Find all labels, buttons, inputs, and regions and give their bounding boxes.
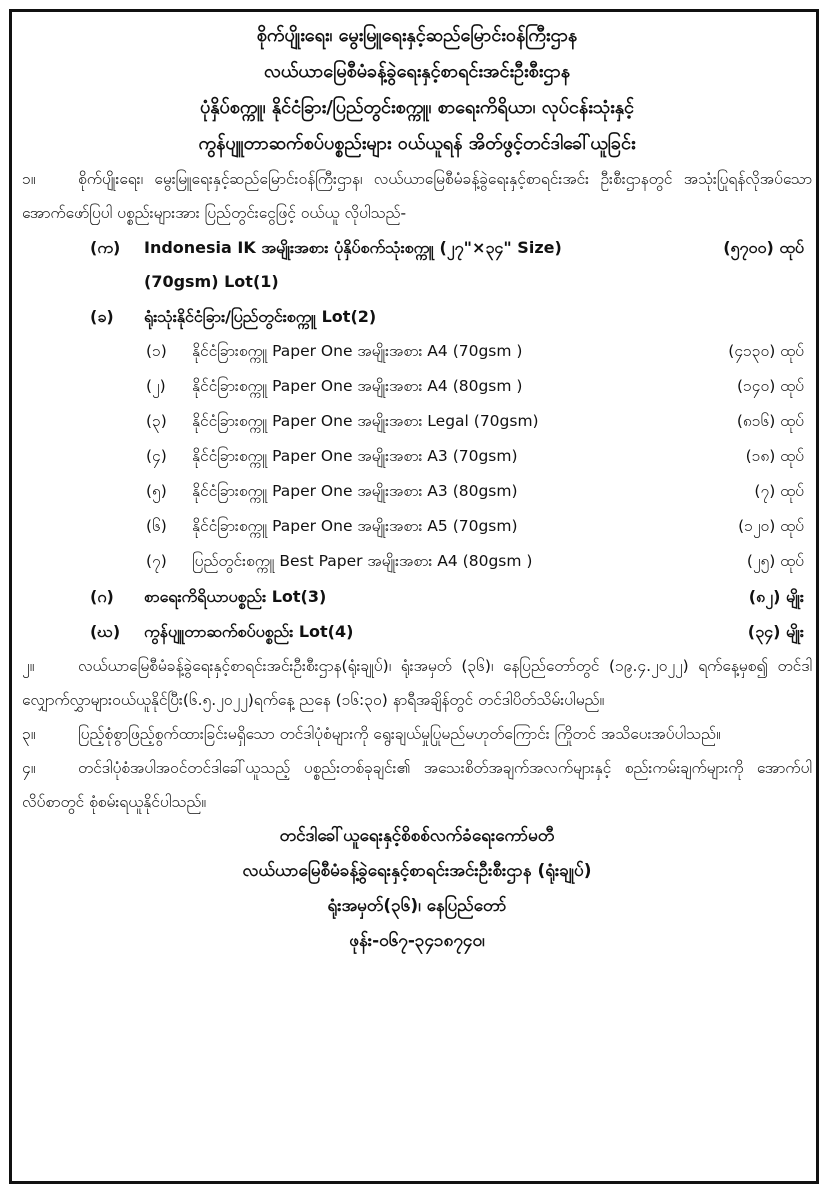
lot-b-label: (ခ) — [90, 307, 114, 326]
paragraph-2-text: လယ်ယာမြေစီမံခန့်ခွဲရေးနှင့်စာရင်းအင်းဦးစီးဌာန(ရုံးချုပ်)၊ ရုံးအမှတ် (၃၆)၊ နေပြည်တော်တွင် (၁၉.၄.၂၀၂၂) ရက်နေ့မှစ၍ တင်ဒါလျှောက်လွှာများဝယ်ယူနိုင်ပြီး(၆.၅.၂၀၂၂)ရက်နေ့ ညနေ (၁၆:၃၀) နာရီအချိန်တွင် တင်ဒါပိတ်သိမ်းပါမည်။ — [22, 657, 812, 709]
item-number: (၆) — [146, 517, 167, 535]
lot-c-label: (ဂ) — [90, 587, 114, 606]
list-item — [22, 544, 812, 579]
lot-d — [22, 614, 812, 649]
notice-footer — [22, 819, 812, 959]
lot-b-text: ရုံးသုံးနိုင်ငံခြား/ပြည်တွင်းစက္ကူ Lot(2) — [144, 307, 377, 326]
lot-c-text: စာရေးကိရိယာပစ္စည်း Lot(3) — [144, 587, 327, 606]
item-text: နိုင်ငံခြားစက္ကူ Paper One အမျိုးအစား A5 (70gsm) — [192, 517, 518, 535]
header-ministry: စိုက်ပျိုးရေး၊ မွေးမြူရေးနှင့်ဆည်မြောင်းဝန်ကြီးဌာန — [256, 25, 578, 46]
footer-department: လယ်ယာမြေစီမံခန့်ခွဲရေးနှင့်စာရင်းအင်းဦးစီးဌာန (ရုံးချုပ်) — [242, 861, 592, 881]
item-text: နိုင်ငံခြားစက္ကူ Paper One အမျိုးအစား Legal (70gsm) — [192, 412, 539, 430]
item-qty: (၁၂၀) ထုပ် — [738, 517, 804, 535]
paragraph-1 — [22, 162, 812, 230]
footer-phone: ဖုန်း-၀၆၇-၃၄၁၈၇၄၀၊ — [349, 931, 485, 951]
paragraph-3-text: ပြည့်စုံစွာဖြည့်စွက်ထားခြင်းမရှိသော တင်ဒါပုံစံများကို ရွေးချယ်မှုပြုမည်မဟုတ်ကြောင်း ကြိုတင် အသိပေးအပ်ပါသည်။ — [78, 725, 721, 743]
list-item — [22, 334, 812, 369]
item-text: နိုင်ငံခြားစက္ကူ Paper One အမျိုးအစား A4 (70gsm ) — [192, 342, 523, 360]
paragraph-2-number: ၂။ — [22, 657, 35, 675]
paragraph-3-number: ၃။ — [22, 725, 36, 743]
item-qty: (၄၁၃၀) ထုပ် — [728, 342, 804, 360]
header-subject-2: ကွန်ပျူတာဆက်စပ်ပစ္စည်းများ ဝယ်ယူရန် အိတ်ဖွင့်တင်ဒါခေါ်ယူခြင်း — [198, 133, 636, 154]
paragraph-4 — [22, 751, 812, 819]
item-number: (၂) — [146, 377, 166, 395]
list-item — [22, 439, 812, 474]
list-item — [22, 509, 812, 544]
item-text: နိုင်ငံခြားစက္ကူ Paper One အမျိုးအစား A4 (80gsm ) — [192, 377, 523, 395]
item-qty: (၇) ထုပ် — [754, 482, 804, 500]
header-department: လယ်ယာမြေစီမံခန့်ခွဲရေးနှင့်စာရင်းအင်းဦးစီးဌာန — [263, 61, 571, 82]
lot-d-label: (ဃ) — [90, 622, 121, 641]
lot-a-text-2: (70gsm) Lot(1) — [144, 272, 279, 291]
lot-a-text: Indonesia IK အမျိုးအစား ပုံနှိပ်စက်သုံးစက္ကူ (၂၇"×၃၄" Size) — [144, 238, 562, 257]
footer-committee: တင်ဒါခေါ်ယူရေးနှင့်စိစစ်လက်ခံရေးကော်မတီ — [279, 826, 555, 846]
lot-c-qty: (၈၂) မျိုး — [748, 587, 804, 606]
header-subject-1: ပုံနှိပ်စက္ကူ၊ နိုင်ငံခြား/ပြည်တွင်းစက္ကူ၊ စာရေးကိရိယာ၊ လုပ်ငန်းသုံးနှင့် — [199, 97, 635, 118]
lot-a-label: (က) — [90, 238, 121, 257]
tender-notice — [22, 18, 812, 959]
lot-c — [22, 579, 812, 614]
item-text: ပြည်တွင်းစက္ကူ Best Paper အမျိုးအစား A4 (80gsm ) — [192, 552, 533, 570]
lot-a-qty: (၅၇၀၀) ထုပ် — [723, 238, 804, 257]
paragraph-3 — [22, 717, 812, 751]
item-number: (၄) — [146, 447, 167, 465]
footer-address: ရုံးအမှတ်(၃၆)၊ နေပြည်တော် — [327, 896, 507, 916]
paragraph-4-number: ၄။ — [22, 759, 36, 777]
paragraph-1-number: ၁။ — [22, 170, 36, 188]
item-qty: (၈၁၆) ထုပ် — [736, 412, 804, 430]
item-text: နိုင်ငံခြားစက္ကူ Paper One အမျိုးအစား A3 (70gsm) — [192, 447, 518, 465]
item-number: (၃) — [146, 412, 167, 430]
lot-b-items — [22, 334, 812, 579]
item-number: (၅) — [146, 482, 167, 500]
lot-a — [22, 230, 812, 265]
item-qty: (၁၈) ထုပ် — [745, 447, 804, 465]
paragraph-2 — [22, 649, 812, 717]
paragraph-4-text: တင်ဒါပုံစံအပါအဝင်တင်ဒါခေါ်ယူသည့် ပစ္စည်းတစ်ခုချင်း၏ အသေးစိတ်အချက်အလက်များနှင့် စည်းကမ်းချက်များကို အောက်ပါလိပ်စာတွင် စုံစမ်းရယူနိုင်ပါသည်။ — [22, 759, 812, 811]
lot-b — [22, 299, 812, 334]
list-item — [22, 474, 812, 509]
list-item — [22, 369, 812, 404]
item-number: (၁) — [146, 342, 167, 360]
item-qty: (၂၅) ထုပ် — [746, 552, 804, 570]
list-item — [22, 404, 812, 439]
lot-a-continued — [22, 265, 812, 299]
item-text: နိုင်ငံခြားစက္ကူ Paper One အမျိုးအစား A3 (80gsm) — [192, 482, 518, 500]
lot-d-qty: (၃၄) မျိုး — [747, 622, 804, 641]
paragraph-1-text: စိုက်ပျိုးရေး၊ မွေးမြူရေးနှင့်ဆည်မြောင်းဝန်ကြီးဌာန၊ လယ်ယာမြေစီမံခန့်ခွဲရေးနှင့်စာရင်းအင်း ဦးစီးဌာနတွင် အသုံးပြုရန်လိုအပ်သော အောက်ဖော်ပြပါ ပစ္စည်းများအား ပြည်တွင်းငွေဖြင့် ဝယ်ယူ လိုပါသည်- — [22, 170, 812, 222]
lot-d-text: ကွန်ပျူတာဆက်စပ်ပစ္စည်း Lot(4) — [144, 622, 354, 641]
item-number: (၇) — [146, 552, 167, 570]
notice-header — [22, 18, 812, 162]
item-qty: (၁၄၀) ထုပ် — [736, 377, 804, 395]
